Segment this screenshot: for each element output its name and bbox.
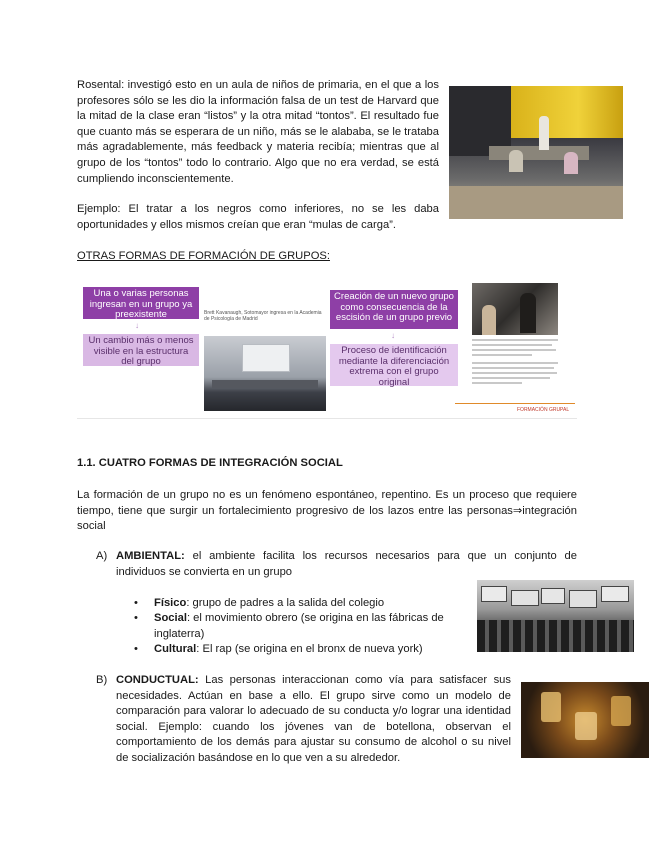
item-b-term: CONDUCTUAL: — [116, 674, 199, 686]
bullet-text: : el movimiento obrero (se origina en las fábricas de inglaterra) — [154, 612, 444, 640]
yellow-wall — [511, 86, 623, 138]
item-b-marker: B) — [96, 674, 108, 686]
arrow-down-icon: ↓ — [391, 331, 395, 340]
protest-sign — [569, 590, 597, 608]
speaker-figure — [520, 293, 536, 333]
list-item — [134, 642, 464, 658]
item-a-term: AMBIENTAL: — [116, 550, 185, 562]
protest-sign — [481, 586, 507, 602]
slide-footer-line — [455, 403, 575, 404]
bullet-term: Físico — [154, 597, 187, 609]
example-paragraph: Ejemplo: El tratar a los negros como inferiores, no se les daba oportunidades y ellos mismos creían que eran “mulas de carga”. — [77, 203, 439, 231]
panel-table — [212, 380, 318, 388]
item-a-description: el ambiente facilita los recursos necesarios para que un conjunto de individuos se convierta en un grupo — [116, 550, 577, 578]
slide-caption-mid: Brett Kavanaugh, Sotomayor ingresa en la Academia de Psicología de Madrid — [204, 310, 322, 322]
list-item — [134, 611, 474, 642]
classroom-photo — [449, 86, 623, 219]
section-heading: 1.1. CUATRO FORMAS DE INTEGRACIÓN SOCIAL — [77, 457, 343, 469]
item-b-text — [116, 673, 511, 767]
crowd — [477, 620, 634, 652]
bullet-icon: • — [134, 597, 138, 609]
projection-screen — [242, 344, 290, 372]
bullet-term: Social — [154, 612, 187, 624]
slide-box-differentiation: Proceso de identificación mediante la diferenciación extrema con el grupo original — [330, 344, 458, 386]
bullet-text: : El rap (se origina en el bronx de nueva york) — [196, 643, 423, 655]
item-b-description: Las personas interaccionan como vía para satisfacer sus necesidades. Actúan en base a ello. El grupo sirve como un modelo de comparación para valorar lo adecuado de su conducta y/o lograr una identidad social. Ejemplo: cuando los jóvenes van de botellona, observan el comportamiento de los demás para ajustar su consumo de alcohol o su nivel de socialización basándose en lo que ven a su alrededor. — [116, 674, 511, 764]
section-intro: La formación de un grupo no es un fenómeno espontáneo, repentino. Es un proceso que requiere tiempo, tiene que surgir un fortalecimiento progresivo de los lazos entre las personas⇒integración social — [77, 489, 577, 533]
child-figure — [564, 152, 578, 174]
slide-text-block — [472, 339, 558, 399]
botellon-photo — [521, 682, 649, 758]
item-a-text — [116, 549, 577, 580]
conference-photo — [204, 336, 326, 411]
slide-box-join-existing: Una o varias personas ingresan en un grupo ya preexistente — [83, 287, 199, 319]
bullet-icon: • — [134, 643, 138, 655]
list-item — [134, 596, 464, 612]
slide-box-structure-change: Un cambio más o menos visible en la estructura del grupo — [83, 334, 199, 366]
bullet-icon: • — [134, 612, 138, 624]
protest-sign — [511, 590, 539, 606]
bullet-term: Cultural — [154, 643, 197, 655]
glass — [541, 692, 561, 722]
crowd-photo — [472, 283, 558, 335]
glass — [611, 696, 631, 726]
item-a-marker: A) — [96, 550, 108, 562]
other-forms-heading: OTRAS FORMAS DE FORMACIÓN DE GRUPOS: — [77, 250, 330, 262]
child-figure — [509, 150, 523, 172]
workers-movement-photo — [477, 580, 634, 652]
crowd-figure — [482, 305, 496, 335]
slide-box-split-group: Creación de un nuevo grupo como consecuencia de la escisión de un grupo previo — [330, 290, 458, 329]
teacher-figure — [539, 116, 549, 150]
arrow-down-icon: ↓ — [135, 321, 139, 330]
glass — [575, 712, 597, 740]
bullet-text: : grupo de padres a la salida del colegio — [186, 597, 385, 609]
rosental-paragraph: Rosental: investigó esto en un aula de niños de primaria, en el que a los profesores sólo se les dio la información falsa de un test de Harvard que la mitad de la clase eran “listos” y la otra mitad “tontos”. El resultado fue que cuanto más se esperara de un niño, más se le alababa, se le trataba más agradablemente, más feedback y materia recibía; mientras que al grupo de los “tontos” todo lo contrario. Algo que no era verdad, se está cumpliendo inconscientemente. — [77, 79, 439, 185]
floor — [449, 186, 623, 219]
slide-footer-label: FORMACIÓN GRUPAL — [517, 407, 570, 413]
formation-slide — [77, 281, 577, 419]
protest-sign — [601, 586, 629, 602]
protest-sign — [541, 588, 565, 604]
